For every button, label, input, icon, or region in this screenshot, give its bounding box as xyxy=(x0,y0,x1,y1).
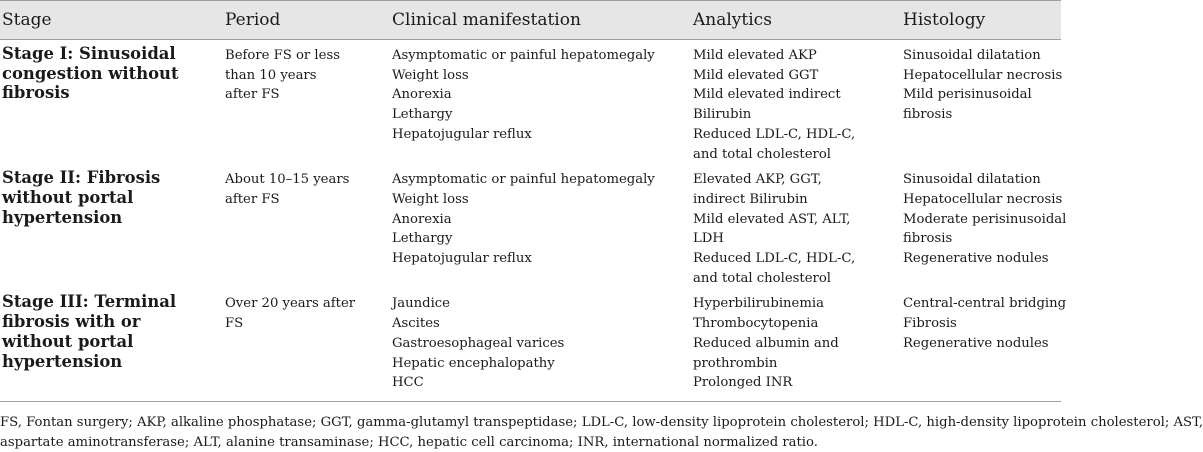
histology-item: Sinusoidal dilatation xyxy=(903,48,1041,63)
period-line: after FS xyxy=(225,87,280,103)
stage-cell xyxy=(0,164,223,288)
analytics-item: and total cholesterol xyxy=(693,270,831,286)
period-line: Before FS or less xyxy=(225,48,340,63)
footnote-line: FS, Fontan surgery; AKP, alkaline phosphatase; GGT, gamma-glutamyl transpeptidase; LDL-C, low-density lipoprotein cholesterol; HDL-C, high-density lipoprotein cholesterol; AST, xyxy=(0,415,1203,430)
analytics-item: Thrombocytopenia xyxy=(693,316,819,332)
histology-item: Hepatocellular necrosis xyxy=(903,67,1063,83)
period-line: About 10–15 years xyxy=(225,172,350,188)
analytics-item: Mild elevated AKP xyxy=(693,48,817,63)
histology-item: fibrosis xyxy=(903,231,953,247)
histology-item: Central-central bridging xyxy=(903,296,1067,312)
analytics-item: LDH xyxy=(693,231,724,247)
table-header-row xyxy=(0,1,1061,40)
histology-item: Moderate perisinusoidal xyxy=(903,211,1067,227)
stage-cell xyxy=(0,288,223,401)
histology-item: Sinusoidal dilatation xyxy=(903,172,1041,188)
analytics-item: Bilirubin xyxy=(693,107,752,123)
analytics-item: Hyperbilirubinemia xyxy=(693,296,824,312)
analytics-cell xyxy=(691,40,901,165)
stage-line: Stage II: Fibrosis xyxy=(2,168,161,188)
clinical-item: Asymptomatic or painful hepatomegaly xyxy=(392,172,655,188)
header-stage: Stage xyxy=(0,1,223,40)
analytics-item: Mild elevated indirect xyxy=(693,87,841,103)
clinical-item: Weight loss xyxy=(392,67,469,83)
stage-line: without portal xyxy=(2,187,134,207)
clinical-cell xyxy=(390,40,691,165)
analytics-cell xyxy=(691,288,901,401)
histology-cell xyxy=(901,164,1067,288)
period-line: FS xyxy=(225,316,244,332)
analytics-item: Reduced LDL-C, HDL-C, xyxy=(693,126,856,142)
clinical-item: Hepatojugular reflux xyxy=(392,126,532,142)
period-cell xyxy=(223,40,390,165)
analytics-item: indirect Bilirubin xyxy=(693,191,808,207)
period-line: Over 20 years after xyxy=(225,296,356,312)
header-clinical-manifestation: Clinical manifestation xyxy=(390,1,691,40)
stage-cell xyxy=(0,40,223,165)
stage-line: without portal xyxy=(2,331,134,351)
clinical-item: Jaundice xyxy=(392,296,450,312)
histology-item: Regenerative nodules xyxy=(903,251,1049,267)
clinical-cell xyxy=(390,164,691,288)
analytics-item: Elevated AKP, GGT, xyxy=(693,172,822,188)
analytics-item: Prolonged INR xyxy=(693,375,793,391)
analytics-item: Reduced albumin and xyxy=(693,335,839,351)
histology-cell xyxy=(901,288,1067,401)
clinical-item: Anorexia xyxy=(392,211,452,227)
clinical-item: HCC xyxy=(392,375,424,391)
stage-line: hypertension xyxy=(2,351,123,371)
histology-item: Fibrosis xyxy=(903,316,957,332)
period-line: than 10 years xyxy=(225,67,317,83)
histology-item: Mild perisinusoidal xyxy=(903,87,1032,103)
analytics-item: Reduced LDL-C, HDL-C, xyxy=(693,251,856,267)
table-row xyxy=(0,288,1061,401)
table-row xyxy=(0,164,1061,288)
analytics-item: prothrombin xyxy=(693,355,778,371)
header-histology: Histology xyxy=(901,1,1061,40)
period-cell xyxy=(223,288,390,401)
clinical-item: Hepatic encephalopathy xyxy=(392,355,555,371)
stage-line: Stage I: Sinusoidal xyxy=(2,44,176,63)
table-footnote xyxy=(0,413,1203,452)
clinical-item: Weight loss xyxy=(392,191,469,207)
analytics-item: Mild elevated AST, ALT, xyxy=(693,211,851,227)
clinical-item: Ascites xyxy=(392,316,440,332)
analytics-cell xyxy=(691,164,901,288)
clinical-item: Gastroesophageal varices xyxy=(392,335,565,351)
clinical-item: Lethargy xyxy=(392,107,453,123)
header-period: Period xyxy=(223,1,390,40)
analytics-item: and total cholesterol xyxy=(693,146,831,162)
header-analytics: Analytics xyxy=(691,1,901,40)
stage-line: fibrosis xyxy=(2,83,70,103)
stage-line: fibrosis with or xyxy=(2,312,141,332)
analytics-item: Mild elevated GGT xyxy=(693,67,819,83)
clinical-item: Hepatojugular reflux xyxy=(392,251,532,267)
stage-line: hypertension xyxy=(2,207,123,227)
stage-line: congestion without xyxy=(2,63,179,83)
period-line: after FS xyxy=(225,191,280,207)
histology-item: fibrosis xyxy=(903,107,953,123)
clinical-cell xyxy=(390,288,691,401)
clinical-item: Anorexia xyxy=(392,87,452,103)
histology-item: Regenerative nodules xyxy=(903,335,1049,351)
footnote-line: aspartate aminotransferase; ALT, alanine transaminase; HCC, hepatic cell carcinoma; INR, international normalized ratio. xyxy=(0,434,818,450)
histology-cell xyxy=(901,40,1061,165)
histology-item: Hepatocellular necrosis xyxy=(903,191,1063,207)
clinical-item: Asymptomatic or painful hepatomegaly xyxy=(392,48,655,63)
period-cell xyxy=(223,164,390,288)
clinical-item: Lethargy xyxy=(392,231,453,247)
table-row xyxy=(0,40,1061,165)
stage-line: Stage III: Terminal xyxy=(2,292,177,312)
